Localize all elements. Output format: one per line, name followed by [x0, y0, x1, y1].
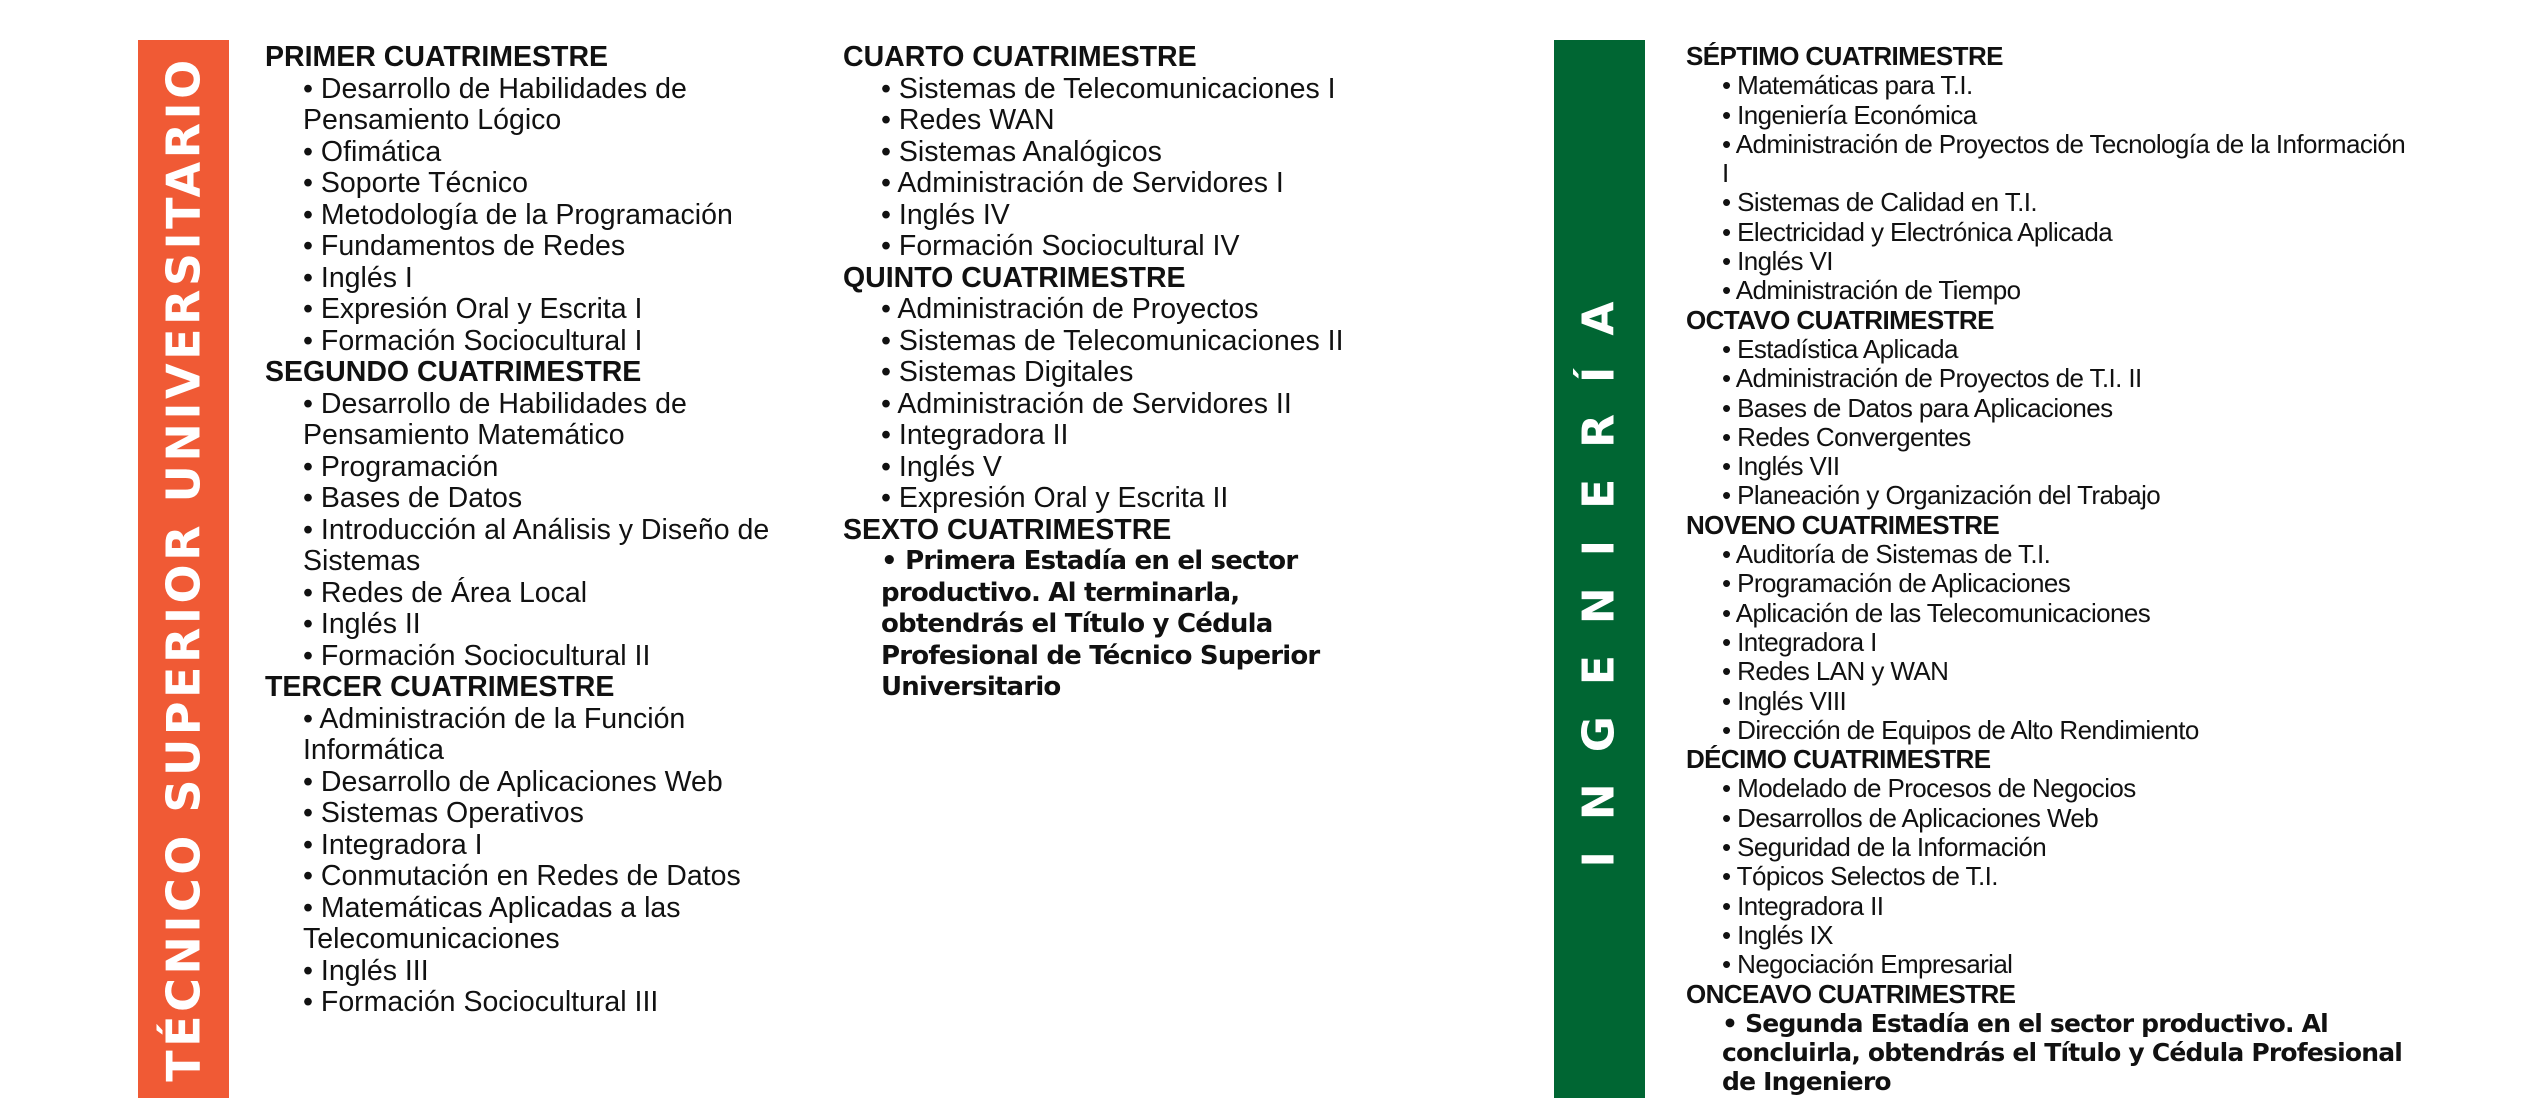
course-item — [303, 767, 810, 799]
bullet-icon: • — [881, 72, 891, 105]
course-item — [1722, 569, 2406, 598]
semester-title: NOVENO CUATRIMESTRE — [1686, 509, 2000, 540]
course-item — [303, 200, 810, 232]
course-name: Bases de Datos — [320, 482, 523, 514]
course-item — [1722, 628, 2406, 657]
tsu-band-label: TÉCNICO SUPERIOR UNIVERSITARIO — [156, 56, 211, 1082]
course-list — [1686, 540, 2406, 745]
estadia-note — [1686, 1009, 2406, 1097]
bullet-icon: • — [881, 419, 891, 451]
bullet-icon: • — [881, 167, 891, 199]
bullet-icon: • — [1722, 480, 1731, 511]
semester-decimo-cuatrimestre — [1686, 745, 2406, 979]
bullet-icon: • — [303, 986, 313, 1018]
course-name: Aplicación de las Telecomunicaciones — [1735, 597, 2151, 628]
bullet-icon: • — [303, 860, 313, 892]
course-name: Negociación Empresarial — [1737, 949, 2013, 980]
course-name: Integradora II — [898, 419, 1069, 451]
tsu-column-left — [265, 42, 810, 1019]
course-name: Programación de Aplicaciones — [1737, 568, 2071, 599]
semester-title: SÉPTIMO CUATRIMESTRE — [1686, 41, 2003, 71]
bullet-icon: • — [303, 482, 313, 514]
course-item — [1722, 71, 2406, 100]
course-item — [1722, 687, 2406, 716]
course-item — [1722, 774, 2406, 803]
bullet-icon: • — [1722, 802, 1731, 833]
course-item — [303, 389, 810, 452]
course-name: Redes WAN — [898, 104, 1055, 136]
course-name: Desarrollo de Aplicaciones Web — [320, 765, 723, 798]
bullet-icon: • — [303, 387, 313, 420]
bullet-icon: • — [1722, 568, 1731, 599]
course-name: Metodología de la Programación — [320, 198, 733, 231]
course-name: Ingeniería Económica — [1737, 99, 1977, 130]
bullet-icon: • — [881, 482, 891, 514]
ingenieria-band-label: INGENIERÍA — [1573, 270, 1625, 868]
course-item — [303, 483, 810, 515]
bullet-icon: • — [1722, 333, 1731, 364]
course-name: Inglés II — [320, 608, 421, 640]
tsu-side-band — [138, 40, 229, 1098]
course-name: Dirección de Equipos de Alto Rendimiento — [1737, 714, 2199, 745]
course-item — [303, 168, 810, 200]
course-name: Planeación y Organización del Trabajo — [1737, 480, 2161, 511]
course-name: Auditoría de Sistemas de T.I. — [1735, 539, 2051, 570]
course-item — [881, 420, 1388, 452]
bullet-icon: • — [1722, 1008, 1738, 1038]
course-item — [1722, 276, 2406, 305]
semester-tercer-cuatrimestre — [265, 672, 810, 1019]
course-item — [303, 704, 810, 767]
course-item — [1722, 950, 2406, 979]
course-item — [881, 389, 1388, 421]
course-name: Introducción al Análisis y Diseño de Sistemas — [303, 513, 770, 577]
ingenieria-column — [1686, 42, 2406, 1097]
bullet-icon: • — [881, 104, 891, 136]
course-name: Administración de Tiempo — [1735, 275, 2021, 306]
course-name: Sistemas de Telecomunicaciones II — [898, 324, 1344, 357]
course-item — [1722, 481, 2406, 510]
course-name: Redes LAN y WAN — [1737, 656, 1949, 687]
bullet-icon: • — [303, 135, 313, 168]
course-item — [881, 200, 1388, 232]
course-list — [843, 294, 1388, 515]
course-item — [1722, 804, 2406, 833]
estadia-note-text: Primera Estadía en el sector productivo. Al terminarla, obtendrás el Título y Cédula Profesional de Técnico Superior Universitario — [881, 546, 1320, 702]
course-name: Desarrollo de Habilidades de Pensamiento Matemático — [303, 387, 687, 451]
course-name: Matemáticas Aplicadas a las Telecomunicaciones — [303, 891, 681, 955]
semester-title: SEXTO CUATRIMESTRE — [843, 513, 1172, 546]
course-name: Expresión Oral y Escrita II — [898, 482, 1229, 514]
course-item — [881, 105, 1388, 137]
course-item — [1722, 423, 2406, 452]
course-name: Administración de la Función Informática — [303, 702, 686, 766]
course-item — [303, 798, 810, 830]
course-name: Expresión Oral y Escrita I — [320, 293, 643, 325]
bullet-icon: • — [881, 324, 891, 357]
semester-title: OCTAVO CUATRIMESTRE — [1686, 304, 1994, 335]
course-name: Sistemas de Telecomunicaciones I — [898, 72, 1336, 105]
bullet-icon: • — [1722, 919, 1731, 950]
course-item — [1722, 833, 2406, 862]
course-list — [265, 389, 810, 673]
semester-title: QUINTO CUATRIMESTRE — [843, 261, 1186, 294]
bullet-icon: • — [303, 72, 313, 105]
course-name: Integradora II — [1737, 890, 1884, 921]
bullet-icon: • — [1722, 685, 1731, 716]
course-item — [1722, 540, 2406, 569]
semester-primer-cuatrimestre — [265, 42, 810, 357]
bullet-icon: • — [303, 198, 313, 231]
course-name: Programación — [320, 450, 499, 483]
bullet-icon: • — [1722, 246, 1731, 277]
semester-title: DÉCIMO CUATRIMESTRE — [1686, 744, 1991, 775]
course-name: Electricidad y Electrónica Aplicada — [1737, 216, 2113, 247]
course-item — [881, 137, 1388, 169]
course-item — [1722, 101, 2406, 130]
course-item — [1722, 862, 2406, 891]
bullet-icon: • — [1722, 861, 1731, 892]
course-item — [881, 74, 1388, 106]
course-item — [1722, 892, 2406, 921]
semester-title: TERCER CUATRIMESTRE — [265, 671, 615, 703]
course-item — [303, 326, 810, 358]
course-name: Ofimática — [320, 135, 442, 168]
course-item — [1722, 716, 2406, 745]
semester-octavo-cuatrimestre — [1686, 306, 2406, 511]
bullet-icon: • — [1722, 70, 1731, 101]
bullet-icon: • — [1722, 216, 1731, 247]
bullet-icon: • — [1722, 421, 1731, 452]
course-item — [303, 830, 810, 862]
course-item — [303, 578, 810, 610]
semester-quinto-cuatrimestre — [843, 263, 1388, 515]
bullet-icon: • — [303, 513, 313, 546]
course-name: Conmutación en Redes de Datos — [320, 860, 741, 892]
bullet-icon: • — [303, 293, 313, 325]
course-name: Inglés I — [320, 261, 413, 294]
semester-noveno-cuatrimestre — [1686, 511, 2406, 745]
course-item — [303, 956, 810, 988]
course-item — [303, 609, 810, 641]
course-name: Inglés IX — [1737, 919, 1833, 950]
tsu-column-right — [843, 42, 1388, 704]
course-name: Redes de Área Local — [320, 576, 588, 609]
bullet-icon: • — [881, 450, 891, 483]
bullet-icon: • — [303, 230, 313, 262]
course-name: Inglés VII — [1737, 451, 1840, 482]
bullet-icon: • — [881, 387, 891, 420]
bullet-icon: • — [1722, 626, 1731, 657]
bullet-icon: • — [1722, 773, 1731, 804]
course-name: Integradora I — [320, 828, 483, 861]
course-name: Bases de Datos para Aplicaciones — [1737, 392, 2113, 423]
course-name: Inglés VI — [1737, 246, 1833, 277]
course-name: Fundamentos de Redes — [320, 230, 626, 262]
course-item — [303, 231, 810, 263]
course-name: Matemáticas para T.I. — [1737, 70, 1973, 101]
course-name: Desarrollo de Habilidades de Pensamiento Lógico — [303, 72, 687, 136]
course-name: Inglés V — [898, 450, 1002, 483]
course-item — [303, 987, 810, 1019]
bullet-icon: • — [881, 135, 891, 168]
course-item — [1722, 130, 2406, 189]
course-name: Seguridad de la Información — [1737, 832, 2047, 863]
bullet-icon: • — [303, 450, 313, 483]
course-item — [1722, 921, 2406, 950]
course-item — [881, 357, 1388, 389]
bullet-icon: • — [1722, 392, 1731, 423]
course-item — [881, 168, 1388, 200]
bullet-icon: • — [1722, 275, 1731, 306]
course-name: Estadística Aplicada — [1737, 333, 1958, 364]
course-name: Administración de Proyectos de T.I. II — [1735, 363, 2142, 394]
course-item — [1722, 188, 2406, 217]
bullet-icon: • — [303, 608, 313, 640]
semester-septimo-cuatrimestre — [1686, 42, 2406, 306]
course-name: Modelado de Procesos de Negocios — [1737, 773, 2136, 804]
course-item — [303, 452, 810, 484]
bullet-icon: • — [1722, 714, 1731, 745]
bullet-icon: • — [1722, 949, 1731, 980]
course-item — [881, 326, 1388, 358]
course-item — [303, 893, 810, 956]
course-name: Tópicos Selectos de T.I. — [1736, 861, 1998, 892]
course-name: Inglés III — [320, 954, 429, 987]
bullet-icon: • — [881, 356, 891, 388]
course-item — [303, 515, 810, 578]
bullet-icon: • — [1722, 890, 1731, 921]
bullet-icon: • — [881, 230, 891, 262]
semester-onceavo-cuatrimestre — [1686, 980, 2406, 1097]
course-item — [303, 137, 810, 169]
bullet-icon: • — [303, 324, 313, 357]
course-name: Redes Convergentes — [1737, 421, 1971, 452]
course-name: Formación Sociocultural II — [320, 639, 651, 672]
course-item — [1722, 657, 2406, 686]
course-item — [1722, 218, 2406, 247]
course-list — [1686, 774, 2406, 979]
bullet-icon: • — [303, 765, 313, 798]
bullet-icon: • — [1722, 128, 1731, 159]
semester-sexto-cuatrimestre — [843, 515, 1388, 704]
course-list — [265, 704, 810, 1019]
bullet-icon: • — [303, 639, 313, 672]
course-item — [1722, 335, 2406, 364]
semester-title: CUARTO CUATRIMESTRE — [843, 41, 1197, 73]
semester-cuarto-cuatrimestre — [843, 42, 1388, 263]
course-item — [881, 231, 1388, 263]
semester-title: ONCEAVO CUATRIMESTRE — [1686, 978, 2016, 1009]
course-item — [303, 263, 810, 295]
ingenieria-side-band — [1554, 40, 1645, 1098]
bullet-icon: • — [1722, 656, 1731, 687]
semester-title: PRIMER CUATRIMESTRE — [265, 41, 609, 73]
bullet-icon: • — [303, 828, 313, 861]
course-name: Administración de Proyectos de Tecnología de la Información I — [1722, 128, 2406, 189]
course-item — [1722, 599, 2406, 628]
course-item — [1722, 394, 2406, 423]
course-list — [1686, 71, 2406, 305]
bullet-icon: • — [303, 797, 313, 829]
bullet-icon: • — [1722, 99, 1731, 130]
estadia-note-text: Segunda Estadía en el sector productivo. Al concluirla, obtendrás el Título y Cédula Profesional de Ingeniero — [1722, 1008, 2403, 1097]
bullet-icon: • — [303, 167, 313, 199]
bullet-icon: • — [303, 261, 313, 294]
course-item — [1722, 452, 2406, 481]
course-list — [843, 74, 1388, 263]
bullet-icon: • — [881, 293, 891, 325]
bullet-icon: • — [1722, 597, 1731, 628]
course-item — [1722, 364, 2406, 393]
course-name: Administración de Servidores I — [897, 167, 1284, 199]
course-name: Sistemas Digitales — [898, 356, 1134, 388]
course-item — [881, 294, 1388, 326]
course-name: Sistemas de Calidad en T.I. — [1737, 187, 2037, 218]
course-item — [303, 641, 810, 673]
bullet-icon: • — [303, 891, 313, 924]
course-name: Inglés VIII — [1737, 685, 1847, 716]
estadia-note — [843, 546, 1388, 704]
bullet-icon: • — [1722, 832, 1731, 863]
bullet-icon: • — [1722, 363, 1731, 394]
course-list — [265, 74, 810, 358]
course-name: Sistemas Analógicos — [898, 135, 1162, 168]
bullet-icon: • — [1722, 451, 1731, 482]
course-name: Desarrollos de Aplicaciones Web — [1737, 802, 2099, 833]
course-item — [303, 861, 810, 893]
bullet-icon: • — [303, 702, 313, 735]
semester-title: SEGUNDO CUATRIMESTRE — [265, 356, 642, 388]
bullet-icon: • — [1722, 187, 1731, 218]
course-item — [881, 483, 1388, 515]
course-name: Formación Sociocultural III — [320, 986, 659, 1018]
bullet-icon: • — [881, 198, 891, 231]
course-name: Formación Sociocultural IV — [898, 230, 1240, 262]
course-item — [303, 294, 810, 326]
course-list — [1686, 335, 2406, 511]
course-name: Integradora I — [1737, 626, 1877, 657]
bullet-icon: • — [303, 576, 313, 609]
bullet-icon: • — [303, 954, 313, 987]
course-item — [1722, 247, 2406, 276]
course-name: Formación Sociocultural I — [320, 324, 643, 357]
course-name: Sistemas Operativos — [320, 797, 584, 829]
course-item — [881, 452, 1388, 484]
bullet-icon: • — [1722, 539, 1731, 570]
course-name: Administración de Proyectos — [897, 293, 1259, 325]
course-name: Inglés IV — [898, 198, 1010, 231]
course-name: Soporte Técnico — [320, 167, 528, 199]
bullet-icon: • — [881, 546, 897, 576]
course-name: Administración de Servidores II — [897, 387, 1292, 420]
semester-segundo-cuatrimestre — [265, 357, 810, 672]
course-item — [303, 74, 810, 137]
